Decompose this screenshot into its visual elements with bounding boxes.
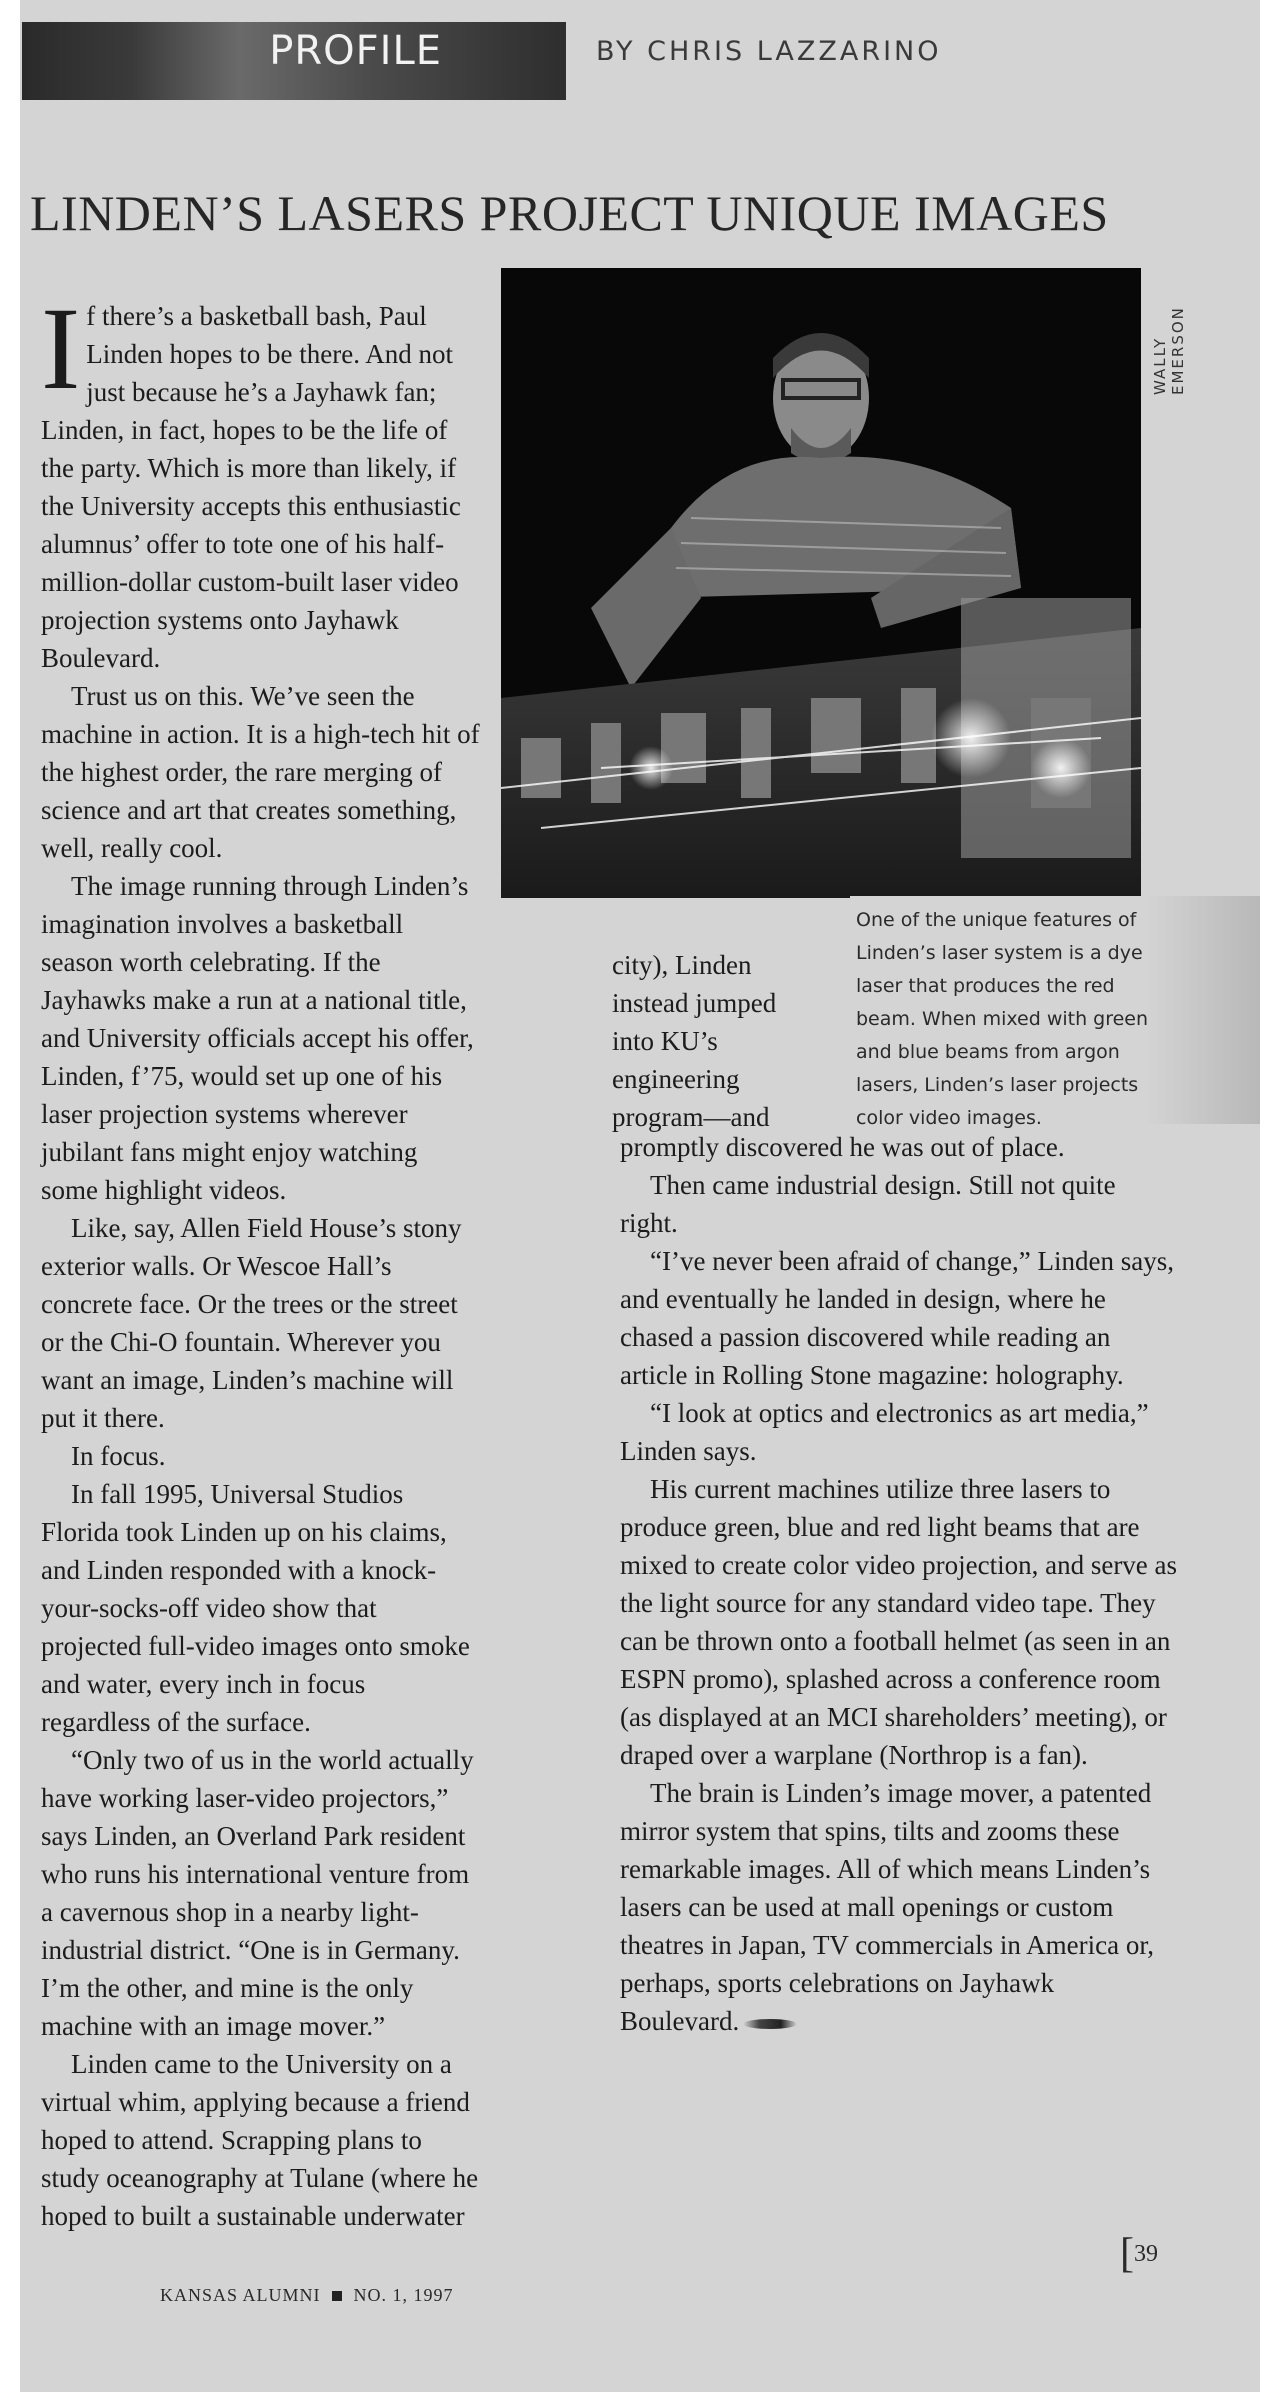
article-paragraph: His current machines utilize three lasers to produce green, blue and red light beams that are mixed to create color video projection, and serve as the light source for any standard video tape. They can be thrown onto a football helmet (as seen in an ESPN promo), splashed across a conference room (as displayed at an MCI shareholders’ meeting), or draped over a warplane (Northrop is a fan). <box>620 1474 1178 1770</box>
bracket-icon: [ <box>1120 2231 1134 2277</box>
magazine-page <box>20 0 1260 2392</box>
article-paragraph: In fall 1995, Universal Studios Florida took Linden up on his claims, and Linden responded with a knock-your-socks-off video show that projected full-video images onto smoke and water, every inch in focus regardless of the surface. <box>41 1479 470 1737</box>
article-paragraph: If there’s a basketball bash, Paul Linden hopes to be there. And not just because he’s a Jayhawk fan; Linden, in fact, hopes to be the life of the party. Which is more than likely, if the University accepts this enthusiastic alumnus’ offer to tote one of his half-million-dollar custom-built laser video projection systems onto Jayhawk Boulevard. <box>41 283 461 673</box>
article-paragraph: city), Linden instead jumped into KU’s engineering program—and <box>612 950 777 1132</box>
photo-credit: WALLY EMERSON <box>1151 306 1187 395</box>
caption-box <box>850 896 1260 1129</box>
article-column-1 <box>41 283 481 2235</box>
laser-photo <box>501 268 1141 898</box>
page-number: [39 <box>1120 2231 1158 2277</box>
page-footer <box>160 2285 454 2306</box>
article-paragraph: In focus. <box>71 1441 166 1471</box>
article-paragraph: Linden came to the University on a virtual whim, applying because a friend hoped to attend. Scrapping plans to study oceanography at Tulane (where he hoped to built a sustainable underwater <box>41 2049 479 2231</box>
article-paragraph: Trust us on this. We’ve seen the machine in action. It is a high-tech hit of the highest order, the rare merging of science and art that creates something, well, really cool. <box>41 681 480 863</box>
issue-number: NO. 1, 1997 <box>353 2285 454 2305</box>
photo-caption: One of the unique features of Linden’s laser system is a dye laser that produces the red beam. When mixed with green and blue beams from argon lasers, Linden’s laser projects color video images. <box>856 909 1149 1129</box>
article-paragraph: Like, say, Allen Field House’s stony exterior walls. Or Wescoe Hall’s concrete face. Or the trees or the street or the Chi-O fountain. Wherever you want an image, Linden’s machine will put it there. <box>41 1213 462 1433</box>
article-column-2-start <box>612 946 816 1136</box>
article-paragraph: “Only two of us in the world actually have working laser-video projectors,” says Linden, an Overland Park resident who runs his international venture from a cavernous shop in a nearby light-industrial district. “One is in Germany. I’m the other, and mine is the only machine with an image mover.” <box>41 1745 474 2041</box>
article-paragraph: The image running through Linden’s imagination involves a basketball season worth celebrating. If the Jayhawks make a run at a national title, and University officials accept his offer, Linden, f’75, would set up one of his laser projection systems wherever jubilant fans might enjoy watching some highlight videos. <box>41 871 474 1205</box>
article-column-2 <box>620 1128 1180 2040</box>
article-paragraph: “I’ve never been afraid of change,” Linden says, and eventually he landed in design, where he chased a passion discovered while reading an article in Rolling Stone magazine: holography. <box>620 1246 1174 1390</box>
drop-cap: I <box>41 283 81 414</box>
publication-name: KANSAS ALUMNI <box>160 2285 321 2305</box>
article-paragraph: The brain is Linden’s image mover, a patented mirror system that spins, tilts and zooms these remarkable images. All of which means Linden’s lasers can be used at mall openings or custom theatres in Japan, TV commercials in America or, perhaps, sports celebrations on Jayhawk Boulevard. <box>620 1778 1155 2036</box>
end-mark-icon <box>743 2019 797 2029</box>
headline: LINDEN’S LASERS PROJECT UNIQUE IMAGES <box>30 185 1109 241</box>
laser-photo-illustration <box>501 268 1141 898</box>
square-icon <box>332 2291 342 2301</box>
byline: BY CHRIS LAZZARINO <box>596 36 942 67</box>
article-paragraph: promptly discovered he was out of place. <box>620 1132 1065 1162</box>
article-paragraph: Then came industrial design. Still not quite right. <box>620 1170 1116 1238</box>
article-paragraph: “I look at optics and electronics as art media,” Linden says. <box>620 1398 1149 1466</box>
section-label: PROFILE <box>269 28 442 74</box>
section-banner <box>22 22 566 100</box>
